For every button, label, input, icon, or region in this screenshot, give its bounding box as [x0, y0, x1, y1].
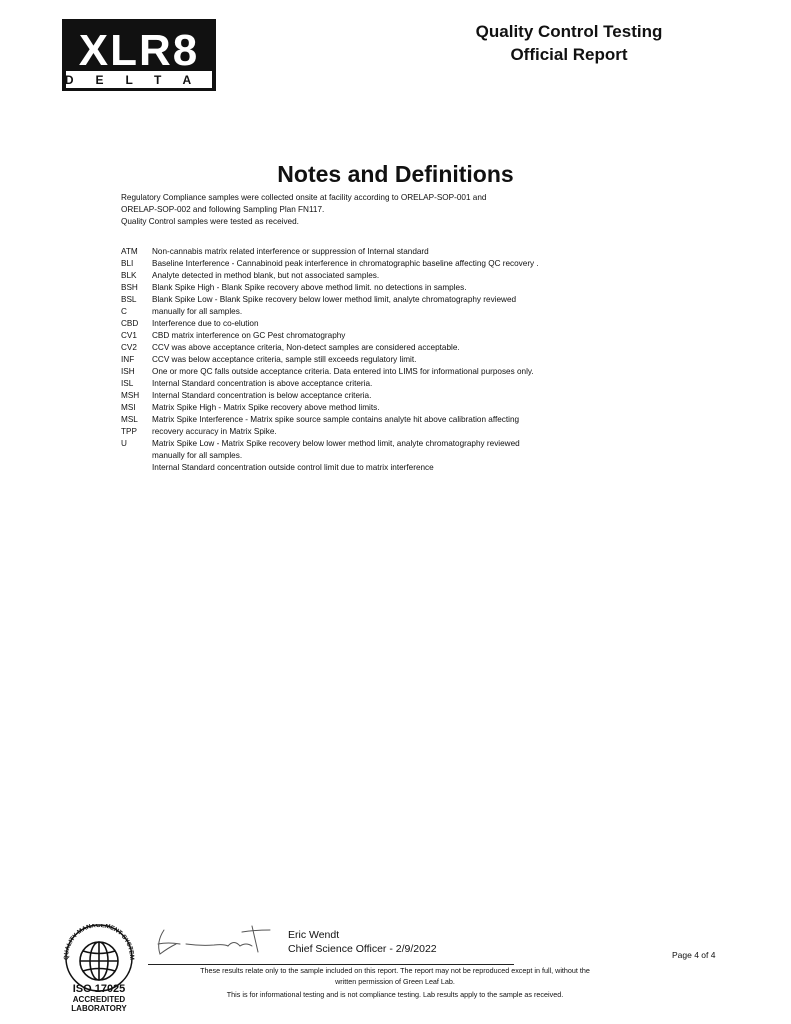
definition-text: Internal Standard concentration is above acceptance criteria. [152, 379, 373, 388]
disclaimer-line: These results relate only to the sample included on this report. The report may not be reproduced except in full, without the [200, 966, 590, 975]
disclaimer [150, 966, 640, 987]
handwritten-signature [146, 922, 276, 962]
definition-code: C [121, 307, 127, 316]
definition-code: ISH [121, 367, 135, 376]
definition-code: MSH [121, 391, 140, 400]
seal-line1: ISO 17025 [72, 983, 126, 995]
seal-line2: ACCREDITED [72, 995, 126, 1004]
definition-text: Internal Standard concentration is below acceptance criteria. [152, 391, 372, 400]
definition-code: TPP [121, 427, 137, 436]
definition-code: BSH [121, 283, 138, 292]
logo-text: XLR8 [78, 26, 200, 75]
definition-text: CBD matrix interference on GC Pest chromatography [152, 331, 346, 340]
definition-code: BLI [121, 259, 134, 268]
page-heading: Notes and Definitions [277, 161, 514, 187]
definition-texts [152, 246, 692, 474]
report-title [440, 20, 698, 66]
signature-line [148, 964, 514, 965]
definition-text: CCV was above acceptance criteria, Non-detect samples are considered acceptable. [152, 343, 460, 352]
signer-block [288, 928, 437, 956]
definition-text: manually for all samples. [152, 451, 243, 460]
definition-text: Non-cannabis matrix related interference or suppression of Internal standard [152, 247, 429, 256]
definition-text: Analyte detected in method blank, but not associated samples. [152, 271, 380, 280]
definition-text: CCV was below acceptance criteria, sample still exceeds regulatory limit. [152, 355, 417, 364]
definition-code: MSI [121, 403, 136, 412]
report-title-line2: Official Report [510, 45, 628, 64]
definition-code: CV2 [121, 343, 137, 352]
definition-text: Blank Spike High - Blank Spike recovery above method limit. no detections in samples. [152, 283, 467, 292]
definition-text: Internal Standard concentration outside control limit due to matrix interference [152, 463, 434, 472]
signer-title: Chief Science Officer - 2/9/2022 [288, 943, 437, 955]
definition-code: INF [121, 355, 135, 364]
definition-text: One or more QC falls outside acceptance criteria. Data entered into LIMS for informational purposes only. [152, 367, 534, 376]
intro-line: Regulatory Compliance samples were collected onsite at facility according to ORELAP-SOP-001 and [121, 193, 487, 202]
definition-code: BSL [121, 295, 137, 304]
intro-paragraph [121, 192, 641, 228]
definition-text: recovery accuracy in Matrix Spike. [152, 427, 277, 436]
definition-code: U [121, 439, 127, 448]
seal-ring-text: QUALITY MANAGEMENT SYSTEM [62, 924, 136, 961]
signer-name: Eric Wendt [288, 929, 340, 941]
definition-code: BLK [121, 271, 137, 280]
definition-code: ISL [121, 379, 134, 388]
intro-line: ORELAP-SOP-002 and following Sampling Plan FN117. [121, 205, 325, 214]
globe-icon [80, 942, 118, 980]
seal-line3: LABORATORY [71, 1004, 127, 1012]
definition-text: manually for all samples. [152, 307, 243, 316]
definition-code: CBD [121, 319, 139, 328]
definition-text: Interference due to co-elution [152, 319, 259, 328]
definition-text: Matrix Spike High - Matrix Spike recovery above method limits. [152, 403, 380, 412]
disclaimer-line: written permission of Green Leaf Lab. [335, 976, 455, 986]
disclaimer-informational: This is for informational testing and is not compliance testing. Lab results apply to the sample as received. [226, 990, 564, 999]
page-number: Page 4 of 4 [672, 950, 716, 960]
intro-line: Quality Control samples were tested as received. [121, 217, 299, 226]
definition-text: Matrix Spike Interference - Matrix spike source sample contains analyte hit above calibration affecting [152, 415, 520, 424]
xlr8-delta-logo [62, 19, 216, 91]
iso-accreditation-seal [60, 924, 138, 1012]
definition-text: Matrix Spike Low - Matrix Spike recovery below lower method limit, analyte chromatography reviewed [152, 439, 520, 448]
definition-text: Blank Spike Low - Blank Spike recovery below lower method limit, analyte chromatography reviewed [152, 295, 517, 304]
logo-subtext: DELTA [64, 73, 214, 87]
definition-text: Baseline Interference - Cannabinoid peak interference in chromatographic baseline affecting QC recovery . [152, 259, 539, 268]
definition-codes [121, 246, 151, 450]
report-title-line1: Quality Control Testing [475, 22, 663, 41]
definition-code: CV1 [121, 331, 137, 340]
definition-code: MSL [121, 415, 138, 424]
definition-code: ATM [121, 247, 138, 256]
